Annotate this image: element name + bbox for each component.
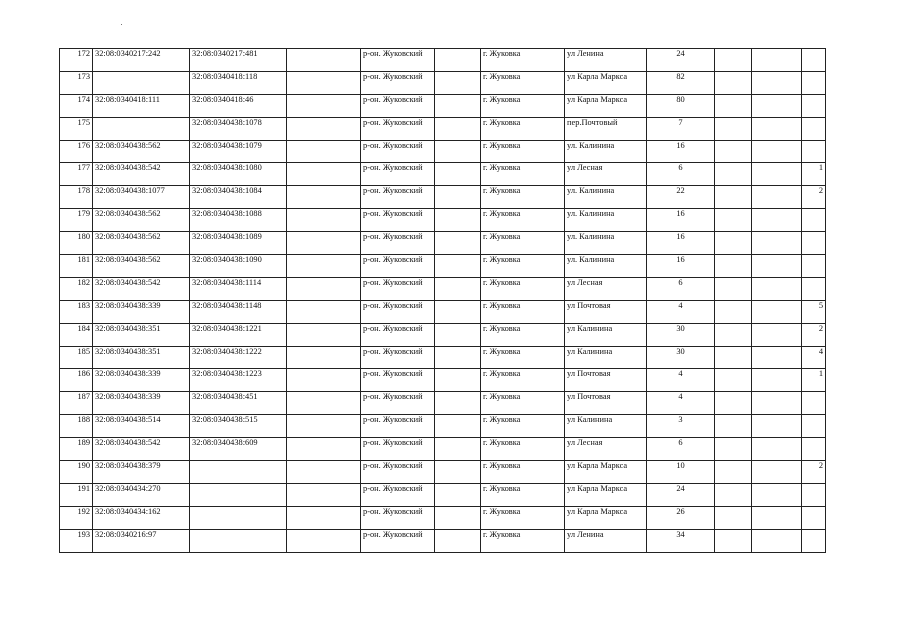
object-cadastral-number-cell: 32:08:0340438:451 (190, 392, 287, 415)
extra-number-cell (802, 94, 826, 117)
empty-cell (715, 209, 752, 232)
house-number-cell: 4 (647, 392, 715, 415)
cadastral-number-cell: 32:08:0340438:562 (93, 209, 190, 232)
cadastral-number-cell: 32:08:0340438:514 (93, 415, 190, 438)
empty-cell (715, 346, 752, 369)
row-number-cell: 172 (60, 49, 93, 72)
object-cadastral-number-cell: 32:08:0340438:1090 (190, 255, 287, 278)
city-cell: г. Жуковка (481, 346, 565, 369)
object-cadastral-number-cell: 32:08:0340438:1223 (190, 369, 287, 392)
empty-cell (715, 186, 752, 209)
empty-cell (435, 300, 481, 323)
empty-cell (435, 438, 481, 461)
empty-cell (435, 529, 481, 552)
extra-number-cell: 2 (802, 323, 826, 346)
extra-number-cell (802, 49, 826, 72)
house-number-cell: 6 (647, 163, 715, 186)
city-cell: г. Жуковка (481, 163, 565, 186)
table-row (60, 255, 826, 278)
street-cell: ул Ленина (565, 49, 647, 72)
empty-cell (715, 415, 752, 438)
row-number-cell: 182 (60, 277, 93, 300)
cadastral-number-cell: 32:08:0340434:162 (93, 506, 190, 529)
district-cell: р-он. Жуковский (361, 483, 435, 506)
empty-cell (752, 506, 802, 529)
empty-cell (435, 209, 481, 232)
table-row (60, 186, 826, 209)
cadastral-number-cell (93, 71, 190, 94)
empty-cell (715, 255, 752, 278)
object-cadastral-number-cell: 32:08:0340438:1080 (190, 163, 287, 186)
empty-cell (752, 300, 802, 323)
cadastral-number-cell: 32:08:0340438:562 (93, 232, 190, 255)
empty-cell (287, 461, 361, 484)
property-register-table (59, 48, 826, 553)
empty-cell (715, 506, 752, 529)
district-cell: р-он. Жуковский (361, 140, 435, 163)
object-cadastral-number-cell: 32:08:0340438:1222 (190, 346, 287, 369)
empty-cell (287, 232, 361, 255)
cadastral-number-cell: 32:08:0340438:562 (93, 140, 190, 163)
empty-cell (752, 323, 802, 346)
empty-cell (287, 300, 361, 323)
city-cell: г. Жуковка (481, 49, 565, 72)
row-number-cell: 187 (60, 392, 93, 415)
street-cell: ул. Калинина (565, 255, 647, 278)
city-cell: г. Жуковка (481, 483, 565, 506)
empty-cell (287, 94, 361, 117)
city-cell: г. Жуковка (481, 415, 565, 438)
empty-cell (715, 49, 752, 72)
table-row (60, 483, 826, 506)
empty-cell (435, 369, 481, 392)
extra-number-cell (802, 140, 826, 163)
empty-cell (752, 94, 802, 117)
empty-cell (752, 232, 802, 255)
table-row (60, 300, 826, 323)
empty-cell (435, 163, 481, 186)
cadastral-number-cell: 32:08:0340438:351 (93, 346, 190, 369)
row-number-cell: 173 (60, 71, 93, 94)
house-number-cell: 4 (647, 369, 715, 392)
empty-cell (715, 323, 752, 346)
table-row (60, 392, 826, 415)
cadastral-number-cell: 32:08:0340438:542 (93, 277, 190, 300)
extra-number-cell: 2 (802, 186, 826, 209)
district-cell: р-он. Жуковский (361, 369, 435, 392)
district-cell: р-он. Жуковский (361, 163, 435, 186)
city-cell: г. Жуковка (481, 94, 565, 117)
empty-cell (715, 117, 752, 140)
object-cadastral-number-cell (190, 506, 287, 529)
empty-cell (715, 94, 752, 117)
row-number-cell: 177 (60, 163, 93, 186)
street-cell: ул Калинина (565, 323, 647, 346)
empty-cell (752, 461, 802, 484)
cadastral-number-cell: 32:08:0340438:542 (93, 438, 190, 461)
city-cell: г. Жуковка (481, 461, 565, 484)
empty-cell (715, 529, 752, 552)
district-cell: р-он. Жуковский (361, 415, 435, 438)
empty-cell (287, 323, 361, 346)
table-row (60, 506, 826, 529)
empty-cell (715, 438, 752, 461)
row-number-cell: 174 (60, 94, 93, 117)
street-cell: ул Почтовая (565, 369, 647, 392)
extra-number-cell (802, 415, 826, 438)
row-number-cell: 192 (60, 506, 93, 529)
empty-cell (435, 483, 481, 506)
empty-cell (715, 300, 752, 323)
row-number-cell: 190 (60, 461, 93, 484)
table-row (60, 461, 826, 484)
empty-cell (752, 163, 802, 186)
empty-cell (752, 483, 802, 506)
row-number-cell: 191 (60, 483, 93, 506)
table-row (60, 415, 826, 438)
cadastral-number-cell: 32:08:0340438:339 (93, 300, 190, 323)
extra-number-cell (802, 71, 826, 94)
object-cadastral-number-cell: 32:08:0340438:1088 (190, 209, 287, 232)
empty-cell (435, 49, 481, 72)
object-cadastral-number-cell: 32:08:0340418:118 (190, 71, 287, 94)
empty-cell (752, 255, 802, 278)
empty-cell (435, 255, 481, 278)
district-cell: р-он. Жуковский (361, 209, 435, 232)
extra-number-cell: 1 (802, 369, 826, 392)
empty-cell (287, 392, 361, 415)
street-cell: ул. Калинина (565, 140, 647, 163)
cadastral-number-cell (93, 117, 190, 140)
house-number-cell: 80 (647, 94, 715, 117)
district-cell: р-он. Жуковский (361, 346, 435, 369)
house-number-cell: 30 (647, 323, 715, 346)
object-cadastral-number-cell: 32:08:0340438:609 (190, 438, 287, 461)
cadastral-number-cell: 32:08:0340216:97 (93, 529, 190, 552)
extra-number-cell (802, 277, 826, 300)
street-cell: ул. Калинина (565, 186, 647, 209)
empty-cell (752, 369, 802, 392)
district-cell: р-он. Жуковский (361, 255, 435, 278)
district-cell: р-он. Жуковский (361, 438, 435, 461)
empty-cell (715, 483, 752, 506)
house-number-cell: 10 (647, 461, 715, 484)
street-cell: ул Карла Маркса (565, 461, 647, 484)
city-cell: г. Жуковка (481, 369, 565, 392)
object-cadastral-number-cell: 32:08:0340438:515 (190, 415, 287, 438)
extra-number-cell (802, 529, 826, 552)
object-cadastral-number-cell: 32:08:0340438:1148 (190, 300, 287, 323)
district-cell: р-он. Жуковский (361, 71, 435, 94)
house-number-cell: 7 (647, 117, 715, 140)
table-row (60, 49, 826, 72)
row-number-cell: 176 (60, 140, 93, 163)
house-number-cell: 16 (647, 232, 715, 255)
empty-cell (287, 49, 361, 72)
extra-number-cell: 2 (802, 461, 826, 484)
city-cell: г. Жуковка (481, 392, 565, 415)
city-cell: г. Жуковка (481, 277, 565, 300)
empty-cell (752, 415, 802, 438)
object-cadastral-number-cell: 32:08:0340438:1078 (190, 117, 287, 140)
empty-cell (752, 346, 802, 369)
object-cadastral-number-cell: 32:08:0340438:1084 (190, 186, 287, 209)
empty-cell (752, 277, 802, 300)
empty-cell (435, 392, 481, 415)
street-cell: ул Карла Маркса (565, 506, 647, 529)
street-cell: ул Калинина (565, 346, 647, 369)
empty-cell (435, 277, 481, 300)
empty-cell (435, 186, 481, 209)
table-row (60, 323, 826, 346)
street-cell: ул Карла Маркса (565, 483, 647, 506)
house-number-cell: 24 (647, 483, 715, 506)
extra-number-cell (802, 392, 826, 415)
district-cell: р-он. Жуковский (361, 506, 435, 529)
empty-cell (715, 277, 752, 300)
empty-cell (715, 369, 752, 392)
extra-number-cell: 5 (802, 300, 826, 323)
street-cell: ул Лесная (565, 163, 647, 186)
empty-cell (715, 232, 752, 255)
row-number-cell: 184 (60, 323, 93, 346)
cadastral-number-cell: 32:08:0340418:111 (93, 94, 190, 117)
house-number-cell: 24 (647, 49, 715, 72)
district-cell: р-он. Жуковский (361, 461, 435, 484)
row-number-cell: 178 (60, 186, 93, 209)
extra-number-cell: 1 (802, 163, 826, 186)
object-cadastral-number-cell: 32:08:0340438:1079 (190, 140, 287, 163)
table-row (60, 277, 826, 300)
city-cell: г. Жуковка (481, 117, 565, 140)
empty-cell (752, 49, 802, 72)
empty-cell (435, 140, 481, 163)
house-number-cell: 22 (647, 186, 715, 209)
street-cell: ул. Калинина (565, 232, 647, 255)
street-cell: ул Лесная (565, 438, 647, 461)
house-number-cell: 30 (647, 346, 715, 369)
cadastral-number-cell: 32:08:0340438:339 (93, 369, 190, 392)
house-number-cell: 16 (647, 255, 715, 278)
street-cell: ул. Калинина (565, 209, 647, 232)
empty-cell (287, 117, 361, 140)
empty-cell (287, 209, 361, 232)
empty-cell (435, 94, 481, 117)
row-number-cell: 188 (60, 415, 93, 438)
cadastral-number-cell: 32:08:0340438:351 (93, 323, 190, 346)
cadastral-number-cell: 32:08:0340438:379 (93, 461, 190, 484)
district-cell: р-он. Жуковский (361, 323, 435, 346)
table-row (60, 369, 826, 392)
row-number-cell: 186 (60, 369, 93, 392)
extra-number-cell (802, 209, 826, 232)
empty-cell (752, 186, 802, 209)
empty-cell (287, 140, 361, 163)
district-cell: р-он. Жуковский (361, 49, 435, 72)
cadastral-number-cell: 32:08:0340438:542 (93, 163, 190, 186)
empty-cell (715, 392, 752, 415)
district-cell: р-он. Жуковский (361, 392, 435, 415)
object-cadastral-number-cell (190, 483, 287, 506)
city-cell: г. Жуковка (481, 323, 565, 346)
row-number-cell: 175 (60, 117, 93, 140)
extra-number-cell (802, 438, 826, 461)
city-cell: г. Жуковка (481, 255, 565, 278)
street-cell: ул Калинина (565, 415, 647, 438)
empty-cell (435, 415, 481, 438)
extra-number-cell (802, 232, 826, 255)
city-cell: г. Жуковка (481, 300, 565, 323)
table-row (60, 140, 826, 163)
row-number-cell: 189 (60, 438, 93, 461)
row-number-cell: 183 (60, 300, 93, 323)
cadastral-number-cell: 32:08:0340438:339 (93, 392, 190, 415)
table-row (60, 71, 826, 94)
house-number-cell: 34 (647, 529, 715, 552)
scan-speck (121, 24, 122, 25)
table-row (60, 346, 826, 369)
district-cell: р-он. Жуковский (361, 300, 435, 323)
empty-cell (752, 117, 802, 140)
row-number-cell: 185 (60, 346, 93, 369)
street-cell: ул Карла Маркса (565, 71, 647, 94)
empty-cell (435, 323, 481, 346)
street-cell: ул Ленина (565, 529, 647, 552)
empty-cell (287, 71, 361, 94)
cadastral-number-cell: 32:08:0340434:270 (93, 483, 190, 506)
row-number-cell: 180 (60, 232, 93, 255)
empty-cell (752, 392, 802, 415)
house-number-cell: 16 (647, 209, 715, 232)
extra-number-cell (802, 117, 826, 140)
house-number-cell: 16 (647, 140, 715, 163)
empty-cell (287, 277, 361, 300)
empty-cell (752, 529, 802, 552)
street-cell: ул Почтовая (565, 392, 647, 415)
table-row (60, 117, 826, 140)
cadastral-number-cell: 32:08:0340438:562 (93, 255, 190, 278)
table-row (60, 94, 826, 117)
empty-cell (752, 140, 802, 163)
empty-cell (715, 163, 752, 186)
empty-cell (287, 255, 361, 278)
empty-cell (752, 438, 802, 461)
empty-cell (435, 71, 481, 94)
street-cell: пер.Почтовый (565, 117, 647, 140)
extra-number-cell (802, 506, 826, 529)
district-cell: р-он. Жуковский (361, 232, 435, 255)
empty-cell (435, 506, 481, 529)
city-cell: г. Жуковка (481, 529, 565, 552)
cadastral-number-cell: 32:08:0340438:1077 (93, 186, 190, 209)
empty-cell (715, 461, 752, 484)
object-cadastral-number-cell (190, 529, 287, 552)
empty-cell (435, 117, 481, 140)
house-number-cell: 6 (647, 277, 715, 300)
object-cadastral-number-cell: 32:08:0340217:481 (190, 49, 287, 72)
cadastral-number-cell: 32:08:0340217:242 (93, 49, 190, 72)
city-cell: г. Жуковка (481, 506, 565, 529)
district-cell: р-он. Жуковский (361, 94, 435, 117)
empty-cell (752, 209, 802, 232)
empty-cell (287, 346, 361, 369)
city-cell: г. Жуковка (481, 186, 565, 209)
city-cell: г. Жуковка (481, 232, 565, 255)
street-cell: ул Лесная (565, 277, 647, 300)
table-row (60, 438, 826, 461)
city-cell: г. Жуковка (481, 438, 565, 461)
object-cadastral-number-cell: 32:08:0340438:1114 (190, 277, 287, 300)
table-row (60, 209, 826, 232)
empty-cell (435, 346, 481, 369)
empty-cell (287, 438, 361, 461)
extra-number-cell (802, 483, 826, 506)
empty-cell (715, 140, 752, 163)
street-cell: ул Почтовая (565, 300, 647, 323)
house-number-cell: 26 (647, 506, 715, 529)
district-cell: р-он. Жуковский (361, 117, 435, 140)
empty-cell (287, 506, 361, 529)
row-number-cell: 181 (60, 255, 93, 278)
district-cell: р-он. Жуковский (361, 186, 435, 209)
house-number-cell: 3 (647, 415, 715, 438)
house-number-cell: 82 (647, 71, 715, 94)
row-number-cell: 193 (60, 529, 93, 552)
object-cadastral-number-cell: 32:08:0340418:46 (190, 94, 287, 117)
empty-cell (752, 71, 802, 94)
city-cell: г. Жуковка (481, 140, 565, 163)
object-cadastral-number-cell (190, 461, 287, 484)
table-body (60, 49, 826, 553)
table-row (60, 163, 826, 186)
empty-cell (287, 163, 361, 186)
empty-cell (435, 461, 481, 484)
object-cadastral-number-cell: 32:08:0340438:1089 (190, 232, 287, 255)
house-number-cell: 4 (647, 300, 715, 323)
empty-cell (435, 232, 481, 255)
extra-number-cell (802, 255, 826, 278)
city-cell: г. Жуковка (481, 71, 565, 94)
table-row (60, 529, 826, 552)
empty-cell (715, 71, 752, 94)
empty-cell (287, 369, 361, 392)
empty-cell (287, 186, 361, 209)
district-cell: р-он. Жуковский (361, 529, 435, 552)
row-number-cell: 179 (60, 209, 93, 232)
empty-cell (287, 483, 361, 506)
extra-number-cell: 4 (802, 346, 826, 369)
empty-cell (287, 415, 361, 438)
city-cell: г. Жуковка (481, 209, 565, 232)
empty-cell (287, 529, 361, 552)
table-row (60, 232, 826, 255)
house-number-cell: 6 (647, 438, 715, 461)
object-cadastral-number-cell: 32:08:0340438:1221 (190, 323, 287, 346)
district-cell: р-он. Жуковский (361, 277, 435, 300)
street-cell: ул Карла Маркса (565, 94, 647, 117)
